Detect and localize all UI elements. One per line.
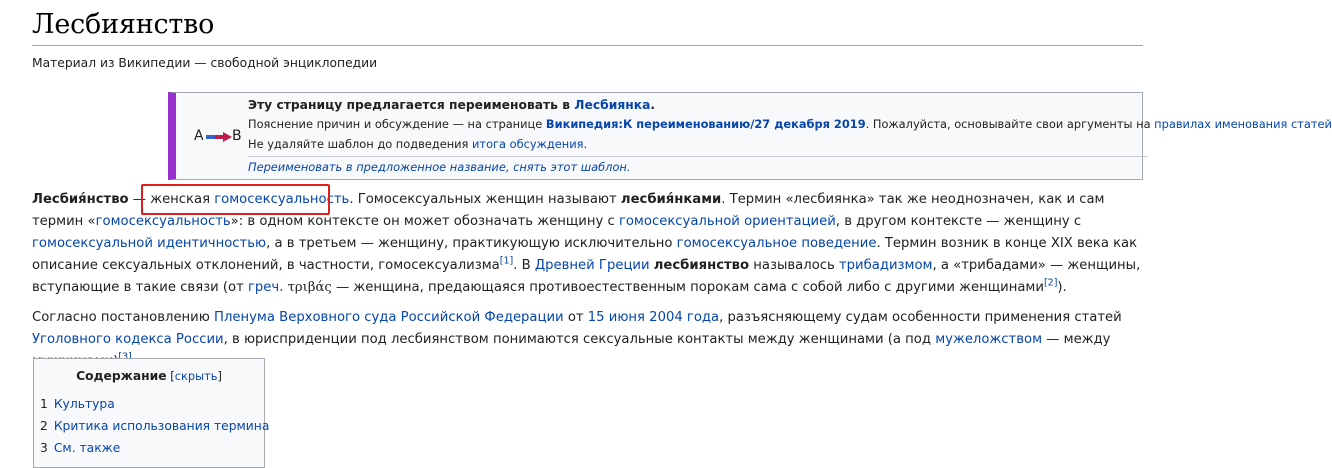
reference-1[interactable]: [1] [499,255,514,267]
toc-item-link[interactable]: Культура [53,397,115,411]
rename-notice-box [168,92,1332,180]
text: Согласно постановлению [32,310,215,325]
page-subtitle: Материал из Википедии — свободной энциклопедии [32,56,378,70]
page-title: Лесбиянство [32,9,215,40]
greek-word: τριβάς [287,280,332,295]
discussion-page-link[interactable]: Википедия:К переименованию/27 декабря 2019 [545,117,866,131]
text: , а в третьем — женщину, практикующую исключительно [266,236,677,251]
lead-term: Лесбия́нство [32,192,129,207]
toc-header [34,369,264,383]
text: ). [1057,280,1067,295]
toc-item[interactable] [40,415,270,437]
toc-item-number: 2 [40,419,48,433]
notice-heading [248,98,1148,112]
link-sodomy[interactable]: мужеложством [935,332,1043,347]
notice-line-2-end: . [583,137,588,151]
rename-arrow-icon [194,128,244,148]
toc-bracket-open: [ [166,369,175,383]
notice-body [248,98,1332,174]
link-criminal-code[interactable]: Уголовного кодекса России [32,332,224,347]
bold-term-lesbianism: лесбиянство [653,258,750,273]
toc-hide-toggle[interactable]: скрыть [174,369,218,383]
text: называлось [749,258,839,273]
notice-actions [248,160,1148,174]
text: . В [513,258,535,273]
link-supreme-court-plenum[interactable]: Пленума Верховного суда Российской Федерации [214,310,564,325]
notice-line-1-text-2: . Пожалуйста, основывайте свои аргументы на [865,117,1155,131]
link-homosexuality[interactable]: гомосексуальность [214,192,350,207]
text: , в юрисприденции под лесбиянством понимаются сексуальные контакты между женщинами (а под [223,332,936,347]
table-of-contents [33,358,270,468]
notice-line-2 [248,136,1148,152]
naming-rules-link[interactable]: правилах именования статей [1154,117,1332,131]
notice-actions-end: . [626,160,631,174]
text: , разъясняющему судам особенности применения статей [719,310,1122,325]
notice-heading-end: . [650,98,656,112]
toc-item-link[interactable]: Критика использования термина [53,419,270,433]
rename-action-link[interactable]: Переименовать в предложенное название [248,160,506,174]
title-divider [32,45,1143,46]
notice-line-1 [248,116,1332,132]
link-tribadism[interactable]: трибадизмом [838,258,933,273]
notice-target-link[interactable]: Лесбиянка [574,98,651,112]
notice-divider [248,156,1148,157]
text: , а «трибадами» — женщины, вступающие в такие связи (от [32,258,1141,295]
link-homosexual-orientation[interactable]: гомосексуальной ориентацией [618,214,836,229]
toc-toggle-wrap [167,369,222,383]
toc-item[interactable] [40,393,264,415]
link-date-2004[interactable]: 15 июня 2004 года [587,310,720,325]
link-homosexual-identity[interactable]: гомосексуальной идентичностью [32,236,267,251]
intro-paragraph [32,189,1142,299]
text: от [563,310,588,325]
text: . Термин возник в конце XIX века как описание сексуальных отклонений, в частности, гомосексуализма [32,236,1138,273]
text: — [128,192,151,207]
text: »: в одном контексте он может обозначать женщину с [230,214,619,229]
link-homosexuality-2[interactable]: гомосексуальность [95,214,231,229]
icon-letter-a: A [194,128,204,144]
reference-2[interactable]: [2] [1043,277,1058,289]
text: женская [150,192,215,207]
text: . Гомосексуальных женщин называют [349,192,621,207]
notice-heading-text: Эту страницу предлагается переименовать в [248,98,575,112]
link-ancient-greece[interactable]: Древней Греции [534,258,650,273]
toc-bracket-close: ] [217,369,222,383]
link-homosexual-behavior[interactable]: гомосексуальное поведение [676,236,877,251]
text: — между [1046,332,1111,347]
toc-item-number: 1 [40,397,48,411]
toc-item[interactable] [40,437,264,459]
notice-line-1-text: Пояснение причин и обсуждение — на странице [248,117,546,131]
arrow-icon [206,132,232,142]
discussion-result-link[interactable]: итога обсуждения [472,137,584,151]
notice-line-2-text: Не удаляйте шаблон до подведения [248,137,473,151]
remove-template-link[interactable]: снять этот шаблон [513,160,627,174]
icon-letter-b: B [232,128,242,144]
toc-list [34,393,270,459]
bold-term-lesbians: лесбия́нками [620,192,722,207]
notice-actions-sep: , [505,160,514,174]
text: — женщина, предающаяся противоестественным порокам сама с собой либо с другими женщинами [331,280,1044,295]
toc-item-link[interactable]: См. также [53,441,121,455]
link-greek-language[interactable]: греч. [248,280,284,295]
toc-item-number: 3 [40,441,48,455]
text: , в другом контексте — женщину с [835,214,1082,229]
toc-title: Содержание [76,369,167,383]
text: . Термин «лесбиянка» так же неоднозначен, как и сам термин « [32,192,1105,229]
